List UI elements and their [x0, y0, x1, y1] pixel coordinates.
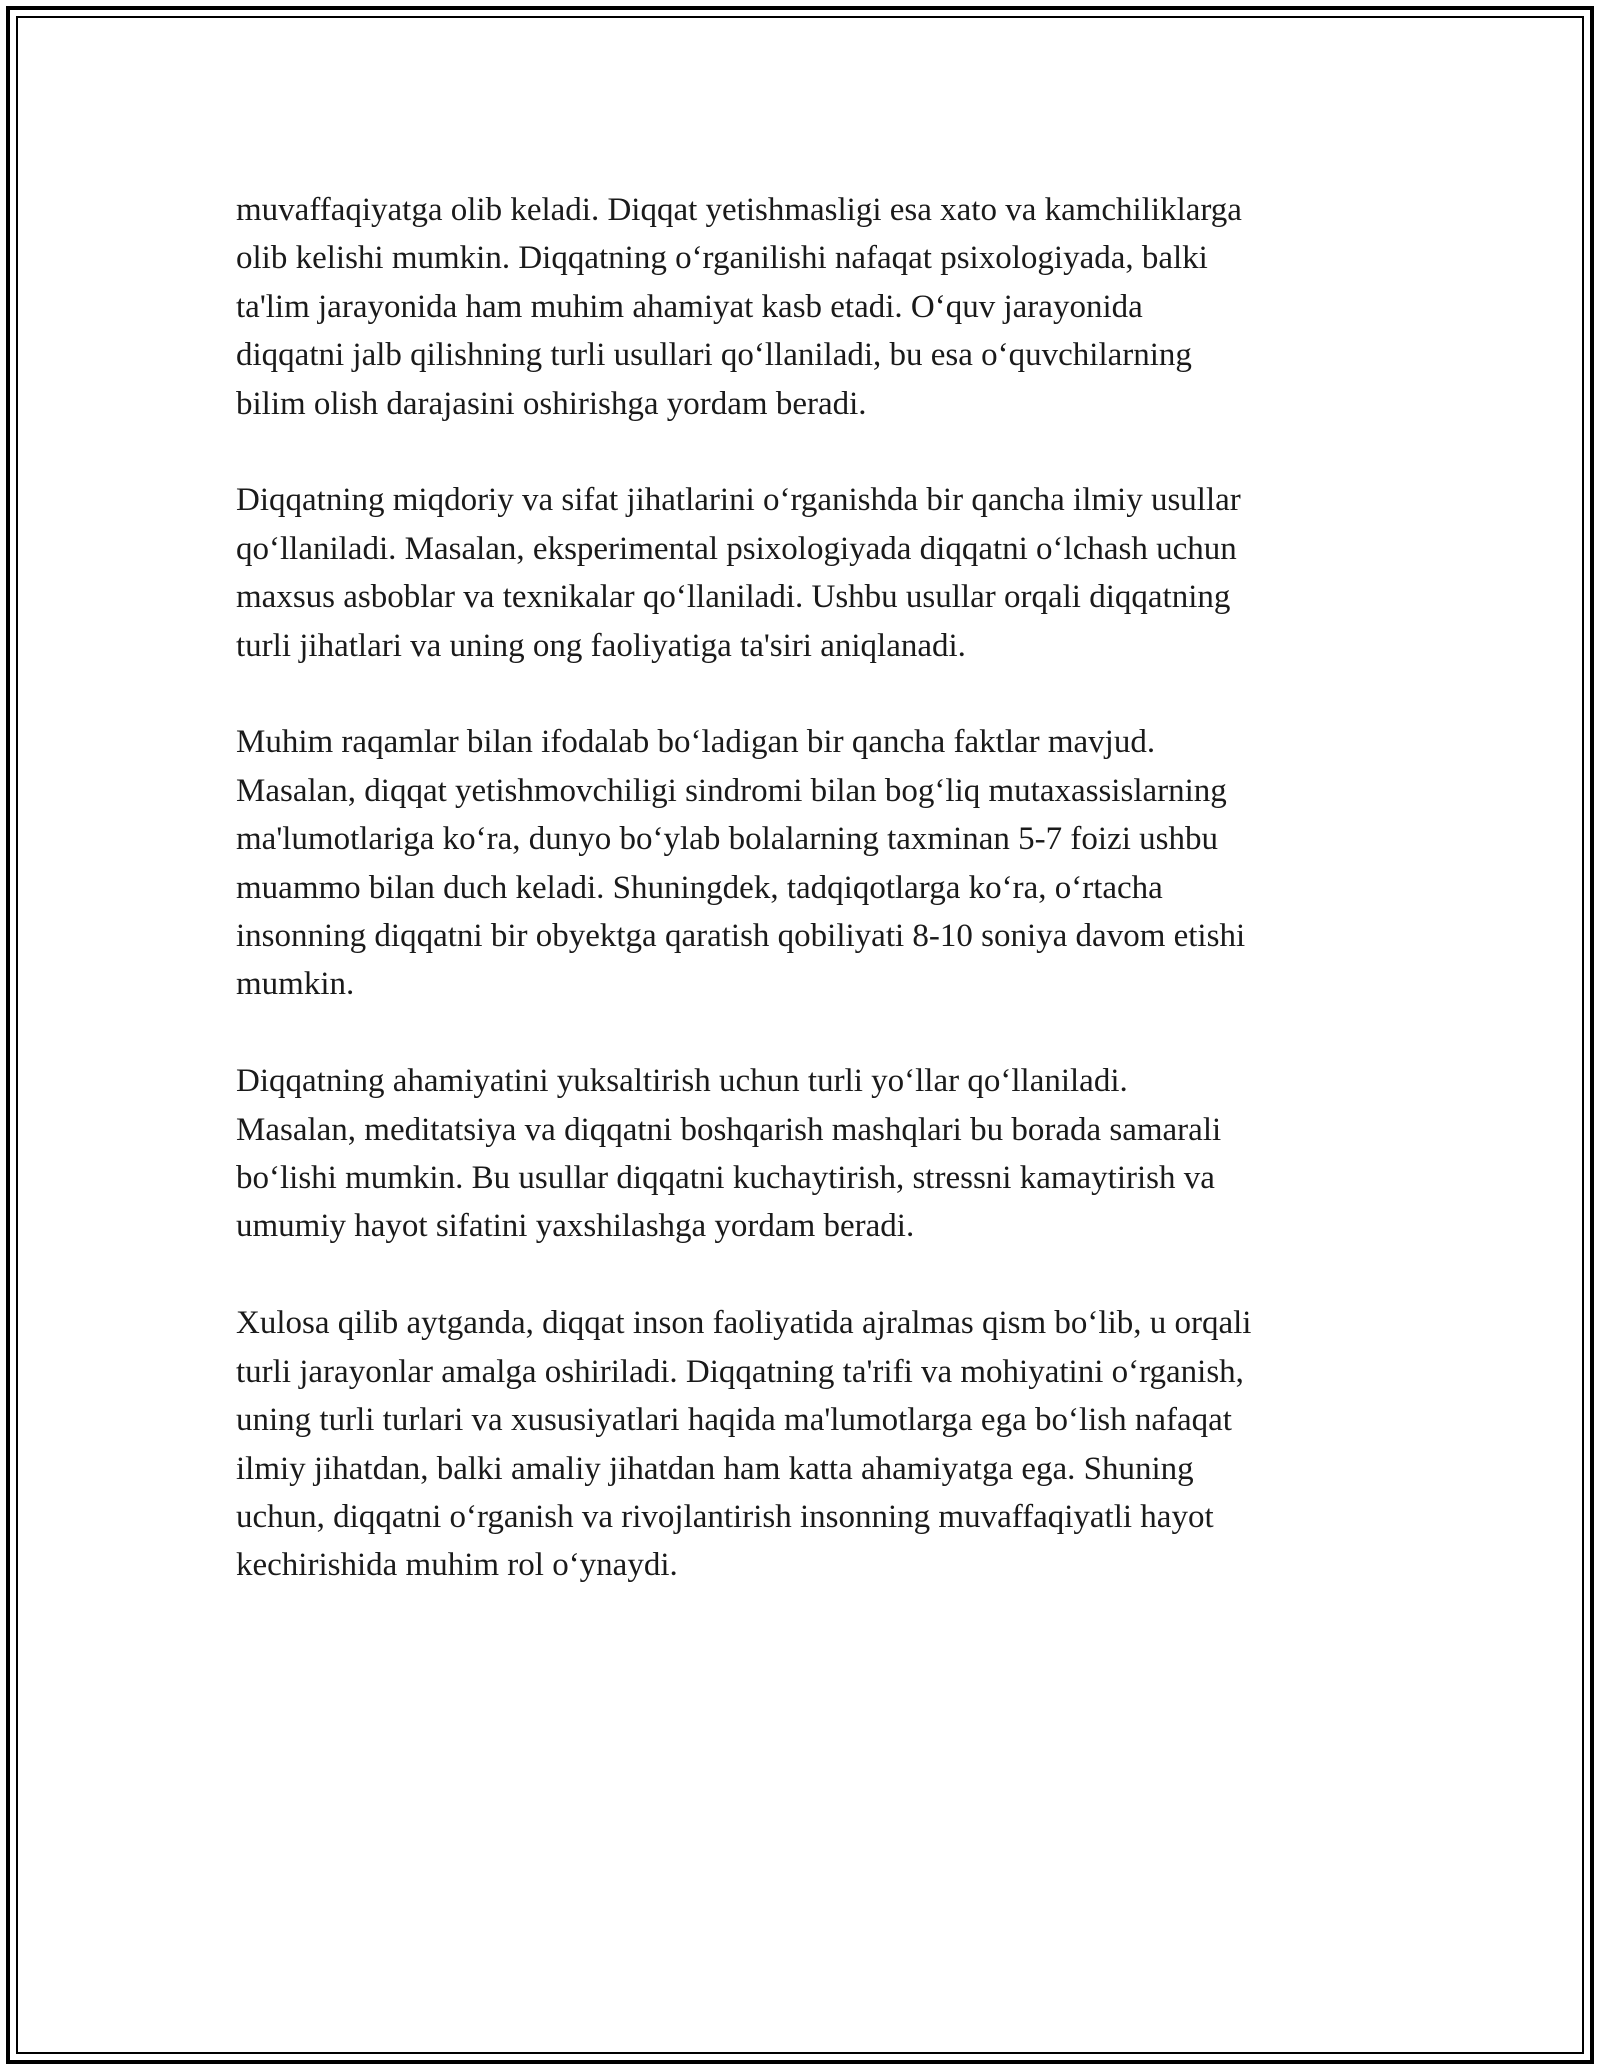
text-line: Muhim raqamlar bilan ifodalab bo‘ladigan bir qancha faktlar mavjud. — [236, 724, 1156, 761]
text-line: bo‘lishi mumkin. Bu usullar diqqatni kuchaytirish, stressni kamaytirish va — [236, 1160, 1215, 1197]
paragraph — [236, 1057, 1376, 1251]
paragraph — [236, 718, 1376, 1008]
text-line: mumkin. — [236, 966, 355, 1003]
text-line: Diqqatning ahamiyatini yuksaltirish uchun turli yo‘llar qo‘llaniladi. — [236, 1063, 1128, 1100]
paragraph — [236, 476, 1376, 670]
text-line: qo‘llaniladi. Masalan, eksperimental psixologiyada diqqatni o‘lchash uchun — [236, 530, 1237, 567]
paragraph — [236, 1299, 1376, 1589]
text-line: maxsus asboblar va texnikalar qo‘llaniladi. Ushbu usullar orqali diqqatning — [236, 579, 1231, 616]
text-line: Diqqatning miqdoriy va sifat jihatlarini o‘rganishda bir qancha ilmiy usullar — [236, 482, 1241, 519]
text-line: olib kelishi mumkin. Diqqatning o‘rganilishi nafaqat psixologiyada, balki — [236, 240, 1208, 277]
text-line: ma'lumotlariga ko‘ra, dunyo bo‘ylab bolalarning taxminan 5-7 foizi ushbu — [236, 821, 1218, 858]
text-line: uchun, diqqatni o‘rganish va rivojlantirish insonning muvaffaqiyatli hayot — [236, 1498, 1214, 1535]
text-line: diqqatni jalb qilishning turli usullari qo‘llaniladi, bu esa o‘quvchilarning — [236, 337, 1192, 374]
text-line: bilim olish darajasini oshirishga yordam beradi. — [236, 385, 867, 422]
text-line: ta'lim jarayonida ham muhim ahamiyat kasb etadi. O‘quv jarayonida — [236, 288, 1143, 325]
text-line: uning turli turlari va xususiyatlari haqida ma'lumotlarga ega bo‘lish nafaqat — [236, 1402, 1232, 1439]
text-line: ilmiy jihatdan, balki amaliy jihatdan ham katta ahamiyatga ega. Shuning — [236, 1450, 1194, 1487]
paragraph — [236, 186, 1376, 428]
text-line: turli jihatlari va uning ong faoliyatiga ta'siri aniqlanadi. — [236, 627, 966, 664]
text-line: turli jarayonlar amalga oshiriladi. Diqqatning ta'rifi va mohiyatini o‘rganish, — [236, 1353, 1244, 1390]
text-line: Masalan, meditatsiya va diqqatni boshqarish mashqlari bu borada samarali — [236, 1111, 1222, 1148]
text-line: muvaffaqiyatga olib keladi. Diqqat yetishmasligi esa xato va kamchiliklarga — [236, 192, 1242, 228]
text-line: Xulosa qilib aytganda, diqqat inson faoliyatida ajralmas qism bo‘lib, u orqali — [236, 1305, 1252, 1342]
text-line: muammo bilan duch keladi. Shuningdek, tadqiqotlarga ko‘ra, o‘rtacha — [236, 869, 1163, 906]
text-line: insonning diqqatni bir obyektga qaratish qobiliyati 8-10 soniya davom etishi — [236, 918, 1246, 955]
document-body — [236, 186, 1376, 1638]
text-line: Masalan, diqqat yetishmovchiligi sindromi bilan bog‘liq mutaxassislarning — [236, 772, 1227, 809]
text-line: kechirishida muhim rol o‘ynaydi. — [236, 1547, 678, 1584]
text-line: umumiy hayot sifatini yaxshilashga yordam beradi. — [236, 1208, 915, 1245]
